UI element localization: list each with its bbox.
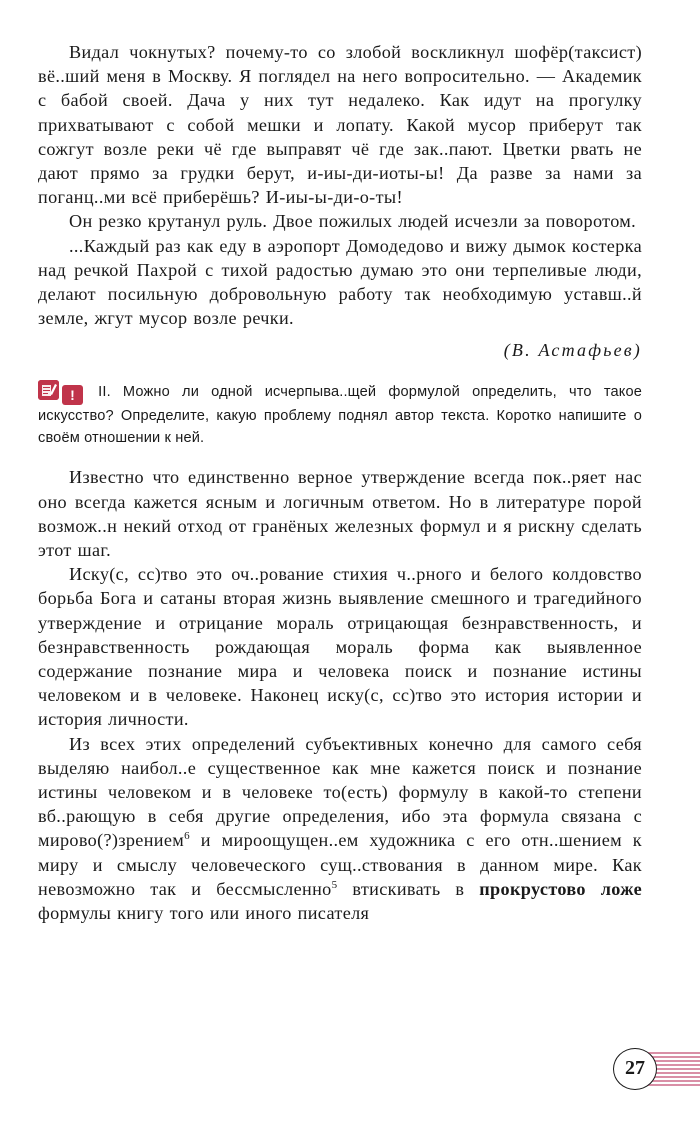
passage2-p3-part3: втискивать в (337, 878, 480, 899)
passage2 (38, 465, 642, 925)
page-number: 27 (613, 1048, 657, 1090)
passage2-paragraph-2: Иску(с, сс)тво это оч..рование стихия ч..рного и белого колдовство борьба Бога и сатаны вторая жизнь выявление смешного и трагедийного утверждение и отрицание мораль отрицающая безнравственность, и безнравственность рождающая мораль форма как выявленное содержание познание мира и человека поиск и познание истины человеком и в человеке. Наконец иску(с, сс)тво это история истории и история личности. (38, 564, 642, 730)
passage1-paragraph-3: ...Каждый раз как еду в аэропорт Домодедово и вижу дымок костерка над речкой Пахрой с тихой радостью думаю это они терпеливые люди, делают посильную добровольную работу так необходимую уставш..й земле, жгут мусор возле речки. (38, 235, 642, 329)
passage1-paragraph-2: Он резко крутанул руль. Двое пожилых людей исчезли за поворотом. (69, 211, 637, 232)
passage1-paragraph-1: Видал чокнутых? почему-то со злобой воскликнул шофёр(таксист) вё..ший меня в Москву. Я поглядел на него вопросительно. — Академик с бабой своей. Дача у них тут недалеко. Как идут на прогулку прихватывают с собой мешки и лопату. Какой мусор приберут так сожгут возле реки чё где выправят чё где зак..пают. Цветки рвать не дают прямо за грудки берут, и-иы-ди-иоты-ы! Да разве за нами за поганц..ми всё приберёшь? И-иы-ы-ди-о-ты! (38, 42, 642, 208)
task-text: II. Можно ли одной исчерпыва..щей формулой определить, что такое искусство? Определите, какую проблему поднял автор текста. Коротко напишите о своём отношении к ней. (38, 384, 642, 447)
passage2-p3-part2: и мироощущен..ем художника с его отн..шением к миру и смыслу человеческого сущ..ствования в данном мире. Как невозможно так и бессмысленно (38, 830, 642, 899)
passage2-paragraph-1: Известно что единственно верное утверждение всегда пок..ряет нас оно всегда кажется ясным и логичным ответом. Но в литературе порой возмож..н некий отход от гранёных железных формул и я рискну сделать этот шаг. (38, 467, 642, 561)
footnote-marker-6: 6 (184, 830, 191, 843)
page-content (38, 40, 642, 925)
bold-phrase: прокрустово ложе (479, 878, 642, 899)
exclamation-icon: ! (62, 385, 83, 405)
author-attribution: (В. Астафьев) (503, 340, 642, 361)
footnote-marker-5: 5 (331, 878, 338, 891)
passage2-paragraph-3 (38, 732, 642, 926)
passage2-p3-part4: формулы книгу того или иного писателя (38, 903, 370, 924)
pen-icon (38, 380, 59, 400)
passage2-p3-part1: Из всех этих определений субъективных конечно для самого себя выделяю наибол..е существенное как мне кажется поиск и познание истины человеком и в человеке то(есть) формулу в какой-то степени вб..рающую в себя другие определения, ибо эта формула связана с мирово(?)зрением (38, 733, 642, 851)
task-block (38, 380, 642, 449)
